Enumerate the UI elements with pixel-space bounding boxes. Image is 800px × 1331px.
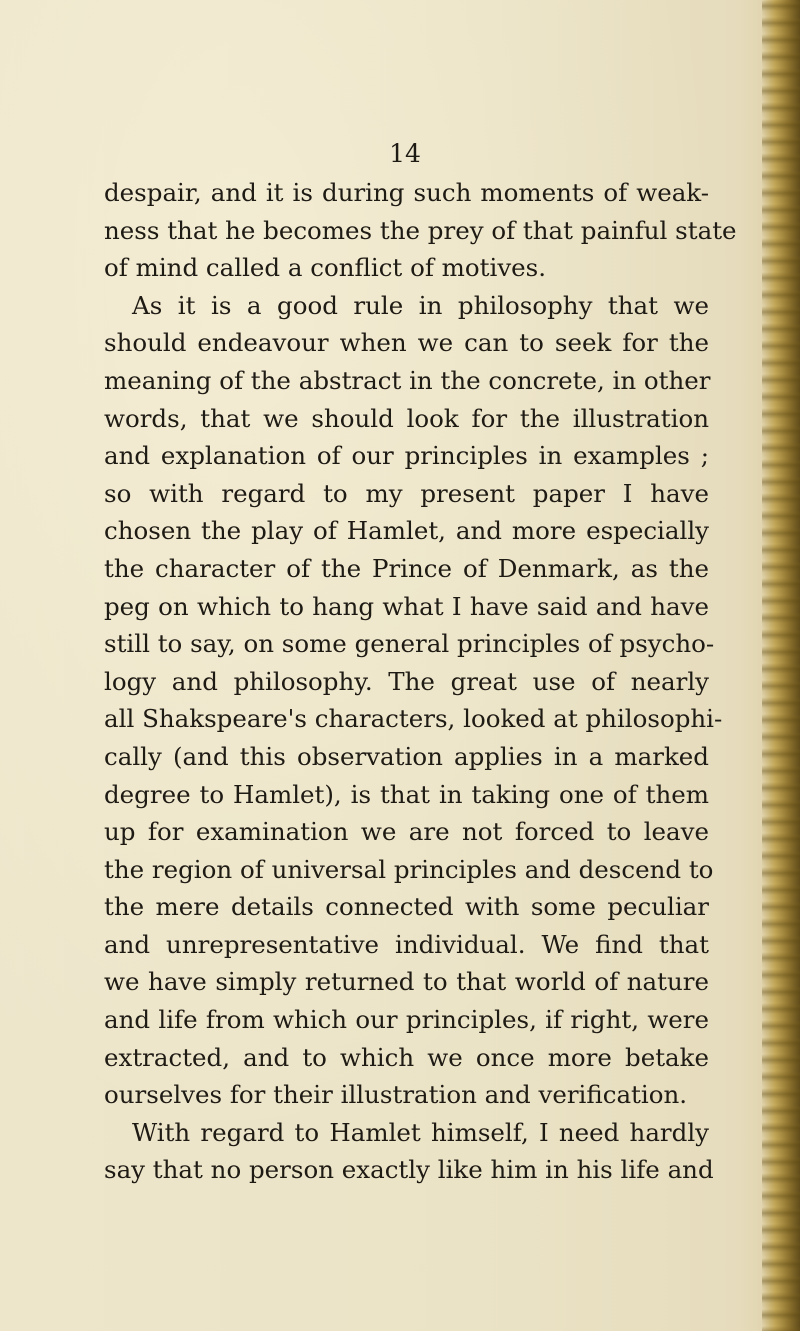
text-line: should endeavour when we can to seek for the (104, 328, 709, 358)
text-line: chosen the play of Hamlet, and more especially (104, 516, 709, 546)
text-line: despair, and it is during such moments of weak- (104, 178, 709, 207)
text-line: and explanation of our principles in examples ; (104, 441, 709, 471)
text-line: ourselves for their illustration and verification. (104, 1080, 688, 1110)
text-line: still to say, on some general principles of psycho- (104, 629, 715, 659)
text-line: peg on which to hang what I have said and have (104, 591, 709, 621)
text-line: so with regard to my present paper I have (104, 478, 709, 508)
text-line: the region of universal principles and descend to (104, 854, 714, 884)
text-line: meaning of the abstract in the concrete, in other (104, 365, 711, 395)
text-line: logy and philosophy. The great use of nearly (104, 666, 709, 696)
text-line: we have simply returned to that world of nature (104, 967, 709, 997)
text-line: and life from which our principles, if right, were (104, 1005, 709, 1035)
text-line: ness that he becomes the prey of that painful state (104, 215, 737, 245)
text-line: degree to Hamlet), is that in taking one of them (104, 779, 709, 809)
text-line: As it is a good rule in philosophy that we (132, 290, 709, 320)
text-line: and unrepresentative individual. We find that (104, 929, 709, 959)
text-line: words, that we should look for the illustration (104, 403, 709, 433)
text-line: the character of the Prince of Denmark, as the (104, 553, 709, 583)
text-line: the mere details connected with some peculiar (104, 892, 709, 922)
text-line: of mind called a conflict of motives. (104, 253, 547, 283)
text-line: extracted, and to which we once more betake (104, 1042, 709, 1072)
page-edge (762, 0, 800, 1331)
text-line: cally (and this observation applies in a marked (104, 741, 709, 771)
body-text (104, 174, 737, 1189)
text-line: all Shakspeare's characters, looked at philosophi- (104, 704, 723, 734)
page-number: 14 (389, 139, 421, 168)
text-line: say that no person exactly like him in his life and (104, 1155, 714, 1185)
text-line: up for examination we are not forced to leave (104, 817, 709, 847)
text-line: With regard to Hamlet himself, I need hardly (132, 1117, 709, 1147)
